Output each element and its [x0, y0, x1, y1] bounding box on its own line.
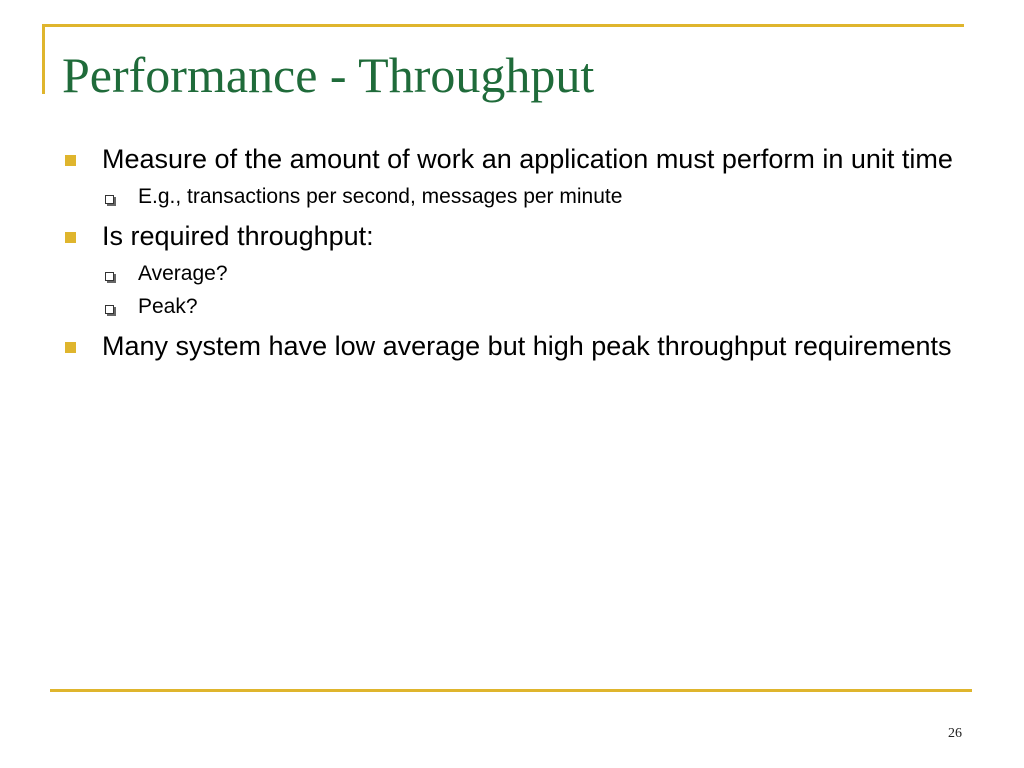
square-bullet-icon — [65, 342, 76, 353]
hollow-square-bullet-icon — [105, 305, 114, 314]
bullet-text: Many system have low average but high peak throughput requirements — [102, 331, 952, 361]
sub-bullet-text: E.g., transactions per second, messages per minute — [138, 185, 623, 208]
slide-title: Performance - Throughput — [62, 47, 595, 103]
sub-bullet-item — [60, 293, 970, 321]
sub-bullet-item — [60, 260, 970, 288]
bullet-text: Is required throughput: — [102, 221, 374, 251]
bullet-item — [60, 217, 970, 255]
square-bullet-icon — [65, 232, 76, 243]
bullet-item — [60, 327, 970, 365]
sub-bullet-text: Peak? — [138, 295, 198, 318]
bullet-list — [60, 140, 970, 365]
hollow-square-bullet-icon — [105, 195, 114, 204]
bullet-text: Measure of the amount of work an application must perform in unit time — [102, 144, 953, 174]
footer-rule — [50, 689, 972, 692]
hollow-square-bullet-icon — [105, 272, 114, 281]
sub-bullet-text: Average? — [138, 262, 228, 285]
frame-left-rule — [42, 24, 45, 94]
sub-bullet-item — [60, 183, 970, 211]
page-number: 26 — [948, 726, 962, 741]
frame-top-rule — [42, 24, 964, 27]
square-bullet-icon — [65, 155, 76, 166]
bullet-item — [60, 140, 970, 178]
